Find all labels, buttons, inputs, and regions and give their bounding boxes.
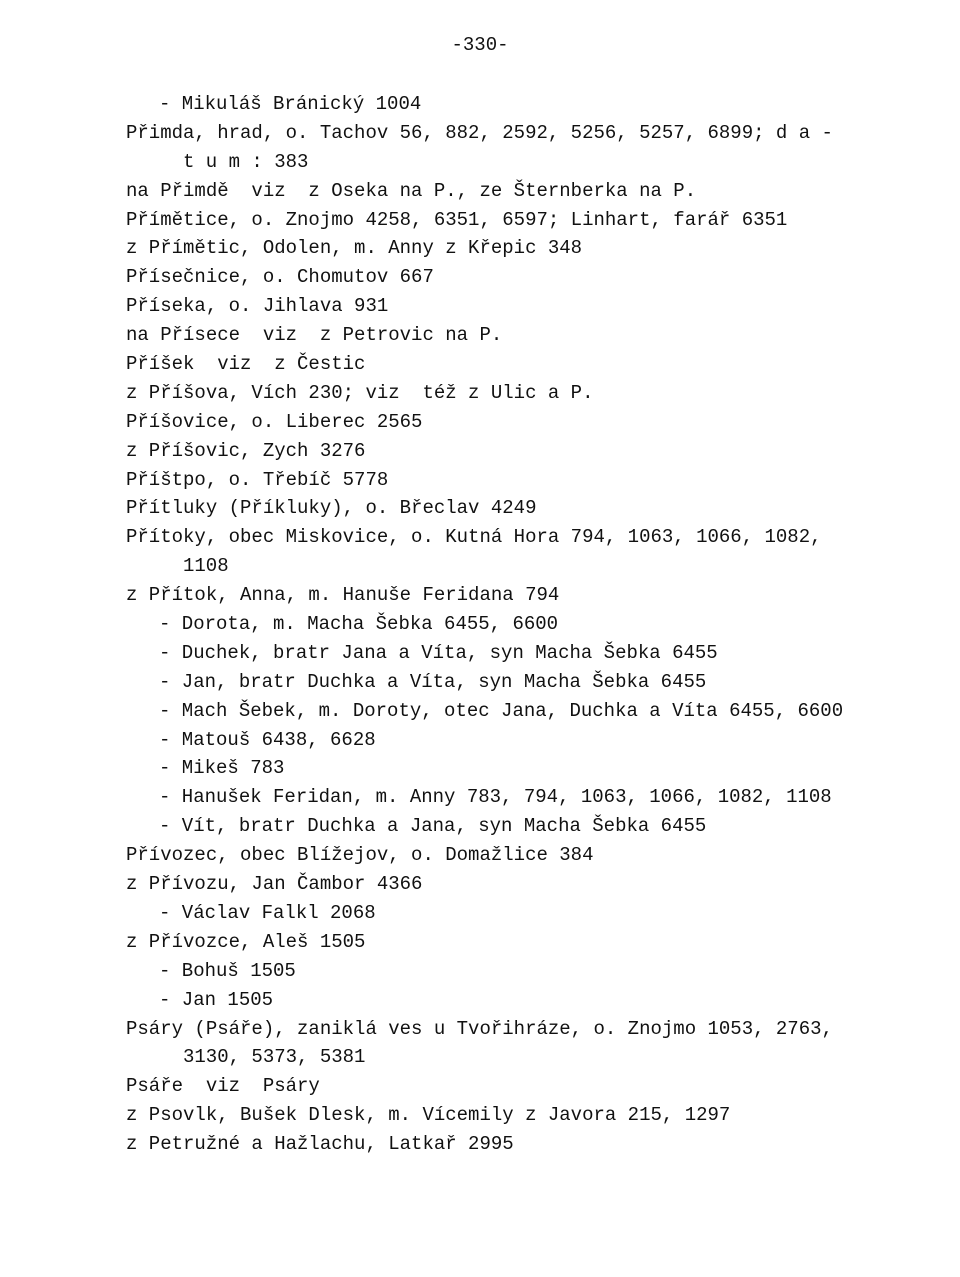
index-entry: na Přimdě viz z Oseka na P., ze Šternberka na P. — [126, 179, 697, 202]
index-entry: Přívozec, obec Blížejov, o. Domažlice 384 — [126, 844, 594, 867]
index-subentry: - Matouš 6438, 6628 — [159, 728, 376, 751]
index-subentry: - Duchek, bratr Jana a Víta, syn Macha Šebka 6455 — [159, 641, 718, 664]
index-entry: z Přítok, Anna, m. Hanuše Feridana 794 — [126, 584, 560, 607]
index-subentry: - Mikuláš Bránický 1004 — [159, 93, 422, 115]
index-entry: na Přísece viz z Petrovic na P. — [126, 324, 503, 347]
index-subentry: - Jan 1505 — [159, 988, 274, 1011]
index-entry-continuation: t u m : 383 — [183, 150, 309, 173]
index-entry: z Psovlk, Bušek Dlesk, m. Vícemily z Javora 215, 1297 — [126, 1104, 731, 1127]
index-subentry: - Jan, bratr Duchka a Víta, syn Macha Šebka 6455 — [159, 670, 707, 693]
index-entry: Přísečnice, o. Chomutov 667 — [126, 266, 434, 289]
index-entry: Příšovice, o. Liberec 2565 — [126, 410, 423, 433]
index-entry: Přímětice, o. Znojmo 4258, 6351, 6597; Linhart, farář 6351 — [126, 208, 788, 231]
index-entry: Psáry (Psáře), zaniklá ves u Tvořihráze, o. Znojmo 1053, 2763, — [126, 1017, 833, 1040]
index-entry: Přimda, hrad, o. Tachov 56, 882, 2592, 5256, 5257, 6899; d a - — [126, 121, 833, 144]
index-entry: Psáře viz Psáry — [126, 1075, 320, 1098]
index-entries — [126, 90, 926, 1159]
index-entry: z Přímětic, Odolen, m. Anny z Křepic 348 — [126, 237, 583, 260]
index-subentry: - Mikeš 783 — [159, 757, 285, 780]
index-entry: Příštpo, o. Třebíč 5778 — [126, 468, 389, 491]
index-subentry: - Dorota, m. Macha Šebka 6455, 6600 — [159, 613, 559, 636]
index-subentry: - Bohuš 1505 — [159, 959, 296, 982]
index-entry: z Příšova, Vích 230; viz též z Ulic a P. — [126, 381, 594, 404]
index-entry: Příšek viz z Čestic — [126, 353, 366, 376]
index-subentry: - Hanušek Feridan, m. Anny 783, 794, 1063, 1066, 1082, 1108 — [159, 786, 832, 809]
index-entry: Přítluky (Příkluky), o. Břeclav 4249 — [126, 497, 537, 520]
index-entry: z Příšovic, Zych 3276 — [126, 439, 366, 462]
page-number: -330- — [451, 34, 509, 56]
index-entry: Přítoky, obec Miskovice, o. Kutná Hora 794, 1063, 1066, 1082, — [126, 526, 822, 549]
index-entry: Příseka, o. Jihlava 931 — [126, 295, 389, 318]
index-entry: z Petružné a Hažlachu, Latkař 2995 — [126, 1133, 514, 1156]
index-subentry: - Mach Šebek, m. Doroty, otec Jana, Duchka a Víta 6455, 6600 — [159, 699, 844, 722]
index-entry: z Přívozu, Jan Čambor 4366 — [126, 873, 423, 896]
index-subentry: - Václav Falkl 2068 — [159, 901, 376, 924]
index-entry: z Přívozce, Aleš 1505 — [126, 930, 366, 953]
index-entry-continuation: 3130, 5373, 5381 — [183, 1046, 366, 1069]
index-entry-continuation: 1108 — [183, 555, 229, 578]
index-subentry: - Vít, bratr Duchka a Jana, syn Macha Šebka 6455 — [159, 815, 707, 838]
